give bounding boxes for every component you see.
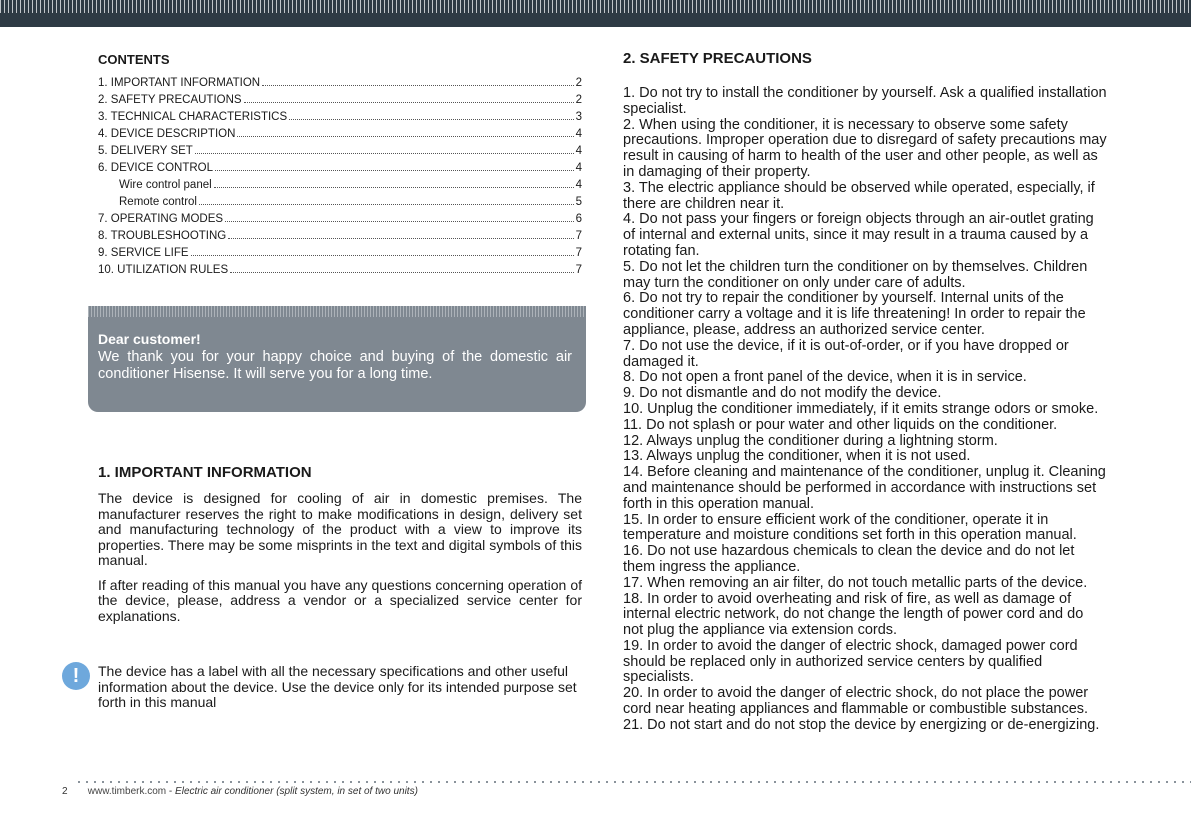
safety-item: 7. Do not use the device, if it is out-of-order, or if you have dropped or damaged it.	[623, 337, 1069, 370]
customer-notice-box	[88, 306, 586, 412]
toc-item-label: Remote control	[119, 196, 197, 208]
safety-item: 11. Do not splash or pour water and other liquids on the conditioner.	[623, 416, 1058, 433]
toc-item-label: 1. IMPORTANT INFORMATION	[98, 77, 261, 89]
safety-item: 6. Do not try to repair the conditioner by yourself. Internal units of the conditioner carry a voltage and it is life threatening! In order to repair the appliance, please, address an authorized service center.	[623, 290, 1086, 338]
toc-item-page: 5	[575, 196, 582, 208]
notice-text: We thank you for your happy choice and buying of the domestic air conditioner Hisense. It will serve you for a long time.	[98, 349, 572, 382]
toc-leader	[228, 238, 573, 239]
safety-item: 16. Do not use hazardous chemicals to clean the device and do not let them ingress the appliance.	[623, 543, 1075, 575]
safety-item: 18. In order to avoid overheating and risk of fire, as well as damage of internal electric network, do not change the length of power cord and do not plug the appliance via extension cords.	[623, 590, 1084, 639]
website-link[interactable]: www.timberk.com	[87, 786, 167, 797]
toc-item-label: 5. DELIVERY SET	[98, 145, 193, 157]
toc-leader	[214, 187, 574, 188]
toc-item-page: 7	[575, 230, 582, 242]
toc-item-label: 9. SERVICE LIFE	[98, 247, 189, 259]
toc-item-label: 4. DEVICE DESCRIPTION	[98, 128, 236, 140]
toc-leader	[289, 119, 573, 120]
safety-item: 1. Do not try to install the conditioner by yourself. Ask a qualified installation specialist.	[623, 85, 1107, 117]
toc-item-page: 4	[575, 145, 582, 157]
toc-subitem[interactable]	[98, 177, 582, 194]
toc-item[interactable]	[98, 92, 582, 109]
safety-item: 12. Always unplug the conditioner during a lightning storm.	[623, 432, 998, 449]
toc-item-label: 3. TECHNICAL CHARACTERISTICS	[98, 111, 288, 123]
toc-item-page: 4	[575, 179, 582, 191]
toc-item[interactable]	[98, 109, 582, 126]
safety-item: 2. When using the conditioner, it is necessary to observe some safety precautions. Improper operation due to disregard of safety precautions may result in causing of harm to health of the user and other people, as well as in damaging of their property.	[623, 116, 1107, 180]
toc-item-page: 4	[575, 162, 582, 174]
toc-item-label: 2. SAFETY PRECAUTIONS	[98, 94, 242, 106]
label-note: The device has a label with all the necessary specifications and other useful information about the device. Use the device only for its intended purpose set forth in this manual	[98, 663, 577, 710]
toc-item-label: 8. TROUBLESHOOTING	[98, 230, 227, 242]
toc-leader	[195, 153, 574, 154]
toc-item[interactable]	[98, 245, 582, 262]
contents-title: CONTENTS	[98, 52, 170, 67]
contents-section	[98, 50, 582, 279]
toc-item-label: 10. UTILIZATION RULES	[98, 264, 229, 276]
exclamation-icon: !	[62, 662, 90, 690]
footer-divider	[78, 781, 1191, 783]
toc-item[interactable]	[98, 126, 582, 143]
safety-item: 14. Before cleaning and maintenance of the conditioner, unplug it. Cleaning and maintenance should be performed in accordance with instructions set forth in this operation manual.	[623, 464, 1106, 512]
toc-leader	[244, 102, 574, 103]
toc-item[interactable]	[98, 211, 582, 228]
important-information-section	[98, 464, 582, 633]
page-number: 2	[62, 786, 68, 797]
toc-item-label: 7. OPERATING MODES	[98, 213, 224, 225]
toc-leader	[262, 85, 574, 86]
toc-item-page: 4	[575, 128, 582, 140]
toc-leader	[225, 221, 574, 222]
safety-item: 15. In order to ensure efficient work of the conditioner, operate it in temperature and moisture conditions set forth in this operation manual.	[623, 511, 1077, 544]
notice-stripe	[88, 306, 586, 317]
safety-heading: 2. SAFETY PRECAUTIONS	[623, 50, 812, 67]
safety-item: 3. The electric appliance should be observed while operated, especially, if there are children near it.	[623, 179, 1095, 212]
footer-description: Electric air conditioner (split system, in set of two units)	[175, 786, 418, 797]
toc-item-page: 7	[575, 247, 582, 259]
safety-section	[623, 50, 1107, 734]
important-paragraph-2: If after reading of this manual you have any questions concerning operation of the device, please, address a vendor or a specialized service center for explanations.	[98, 576, 582, 624]
toc-item-page: 2	[575, 94, 582, 106]
toc-leader	[191, 255, 574, 256]
toc-leader	[237, 136, 573, 137]
toc-item[interactable]	[98, 160, 582, 177]
toc-item-page: 6	[575, 213, 582, 225]
contents-list	[98, 75, 582, 279]
safety-item: 20. In order to avoid the danger of electric shock, do not place the power cord near heating appliances and flammable or combustible substances.	[623, 685, 1089, 718]
toc-item-page: 2	[575, 77, 582, 89]
safety-item: 10. Unplug the conditioner immediately, if it emits strange odors or smoke.	[623, 400, 1099, 417]
toc-item[interactable]	[98, 262, 582, 279]
toc-item-label: Wire control panel	[119, 179, 212, 191]
safety-list	[623, 86, 1107, 734]
toc-item-page: 7	[575, 264, 582, 276]
safety-item: 5. Do not let the children turn the conditioner on by themselves. Children may turn the conditioner on only under care of adults.	[623, 258, 1088, 291]
toc-item[interactable]	[98, 228, 582, 245]
toc-item-label: 6. DEVICE CONTROL	[98, 162, 214, 174]
top-banner-ticks	[0, 0, 1191, 13]
toc-leader	[230, 272, 573, 273]
toc-item-page: 3	[575, 111, 582, 123]
top-banner	[0, 0, 1191, 27]
toc-item[interactable]	[98, 143, 582, 160]
safety-item: 19. In order to avoid the danger of electric shock, damaged power cord should be replaced only in authorized service centers by qualified specialists.	[623, 637, 1078, 686]
toc-subitem[interactable]	[98, 194, 582, 211]
toc-leader	[215, 170, 574, 171]
safety-item: 17. When removing an air filter, do not touch metallic parts of the device.	[623, 574, 1088, 591]
important-paragraph-1: The device is designed for cooling of air in domestic premises. The manufacturer reserves the right to make modifications in design, delivery set and manufacturing technology of the product with a view to improve its properties. There may be some misprints in the text and digital symbols of this manual.	[98, 490, 582, 568]
safety-item: 21. Do not start and do not stop the device by energizing or de-energizing.	[623, 716, 1100, 733]
safety-item: 9. Do not dismantle and do not modify the device.	[623, 385, 942, 402]
toc-leader	[199, 204, 574, 205]
notice-title: Dear customer!	[98, 331, 201, 347]
toc-item[interactable]	[98, 75, 582, 92]
safety-item: 8. Do not open a front panel of the device, when it is in service.	[623, 369, 1027, 386]
page-footer	[62, 786, 418, 797]
safety-item: 13. Always unplug the conditioner, when it is not used.	[623, 448, 971, 465]
important-heading: 1. IMPORTANT INFORMATION	[98, 464, 312, 481]
footer-separator: -	[168, 786, 173, 797]
safety-item: 4. Do not pass your fingers or foreign objects through an air-outlet grating of internal and external units, since it may result in a trauma caused by a rotating fan.	[623, 211, 1094, 259]
